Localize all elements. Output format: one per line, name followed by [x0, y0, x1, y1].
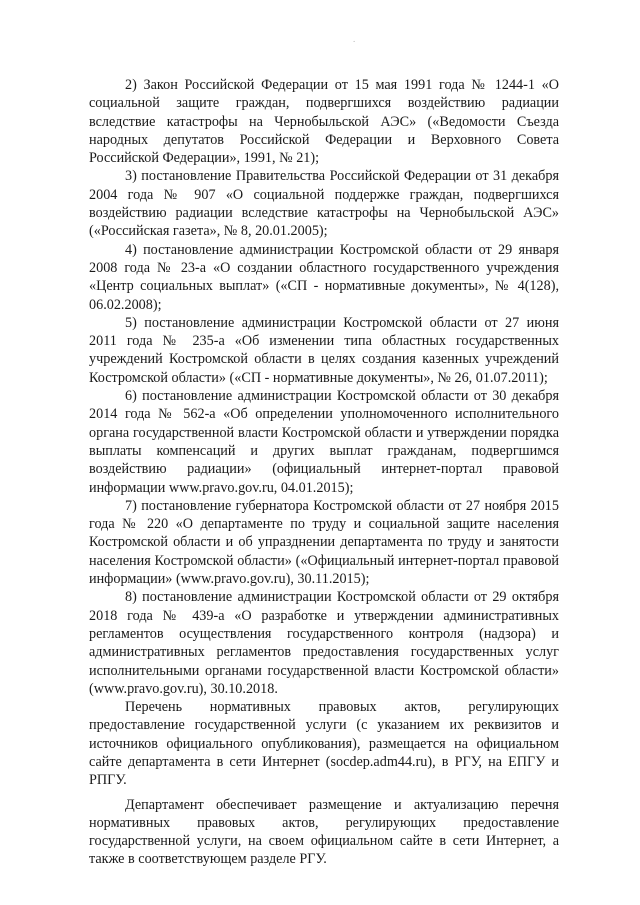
- paragraph-resolution-220: 7) постановление губернатора Костромской области от 27 ноября 2015 года № 220 «О департаменте по труду и социальной защите населения Костромской области и об упразднении департамента по труду и занятости населения Костромской области» («Официальный интернет-портал правовой информации» (www.pravo.gov.ru), 30.11.2015);: [89, 497, 559, 588]
- paragraph-list-publication: Перечень нормативных правовых актов, регулирующих предоставление государственной услуги (с указанием их реквизитов и источников официального опубликования), размещается на официальном сайте департамента в сети Интернет (socdep.adm44.ru), в РГУ, на ЕПГУ и РПГУ.: [89, 699, 559, 789]
- paragraph-resolution-562a: 6) постановление администрации Костромской области от 30 декабря 2014 года № 562-а «Об определении уполномоченного исполнительного органа государственной власти Костромской области и утверждении порядка выплаты компенсаций и других выплат гражданам, подвергшимся воздействию радиации» (официальный интернет-портал правовой информации www.pravo.gov.ru, 04.01.2015);: [89, 388, 559, 496]
- paragraph-law-1244-1: 2) Закон Российской Федерации от 15 мая 1991 года № 1244-1 «О социальной защите граждан, подвергшихся воздействию радиации вследствие катастрофы на Чернобыльской АЭС» («Ведомости Съезда народных депутатов Российской Федерации и Верховного Совета Российской Федерации», 1991, № 21);: [89, 77, 559, 167]
- paragraph-resolution-235a: 5) постановление администрации Костромской области от 27 июня 2011 года № 235-а «Об изменении типа областных государственных учреждений Костромской области в целях создания казенных учреждений Костромской области» («СП - нормативные документы», № 26, 01.07.2011);: [89, 314, 559, 386]
- paragraph-resolution-439a: 8) постановление администрации Костромской области от 29 октября 2018 года № 439-а «О разработке и утверждении административных регламентов осуществления государственного контроля (надзора) и административных регламентов предоставления государственных услуг исполнительными органами государственной власти Костромской области» (www.pravo.gov.ru), 30.10.2018.: [89, 589, 559, 697]
- document-body: [89, 76, 559, 869]
- paragraph-department-duty: Департамент обеспечивает размещение и актуализацию перечня нормативных правовых актов, регулирующих предоставление государственной услуги, на своем официальном сайте в сети Интернет, а также в соответствующем разделе РГУ.: [89, 796, 559, 868]
- paragraph-resolution-907: 3) постановление Правительства Российской Федерации от 31 декабря 2004 года № 907 «О социальной поддержке граждан, подвергшихся воздействию радиации вследствие катастрофы на Чернобыльской АЭС» («Российская газета», № 8, 20.01.2005);: [89, 168, 559, 240]
- page-marker: .: [353, 34, 356, 44]
- paragraph-resolution-23a: 4) постановление администрации Костромской области от 29 января 2008 года № 23-а «О создании областного государственного учреждения «Центр социальных выплат» («СП - нормативные документы», № 4(128), 06.02.2008);: [89, 241, 559, 313]
